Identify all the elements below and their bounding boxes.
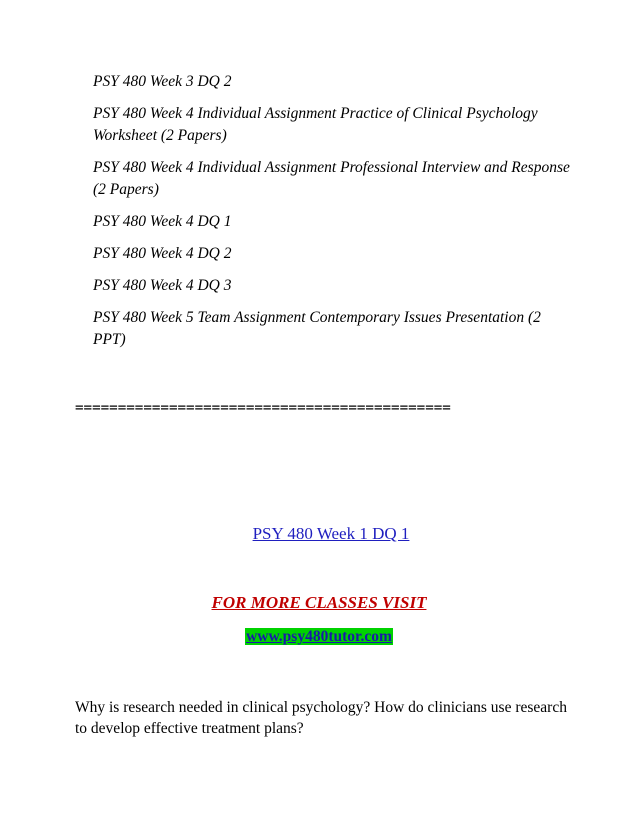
website-link-container bbox=[0, 628, 638, 646]
list-item: PSY 480 Week 5 Team Assignment Contemporary Issues Presentation (2 PPT) bbox=[93, 309, 541, 348]
separator-line: ============================================ bbox=[75, 400, 451, 416]
list-item: PSY 480 Week 4 Individual Assignment Professional Interview and Response (2 Papers) bbox=[93, 159, 570, 198]
question-text: Why is research needed in clinical psychology? How do clinicians use research to develop effective treatment plans? bbox=[75, 699, 567, 737]
list-item: PSY 480 Week 4 DQ 1 bbox=[93, 213, 232, 230]
course-item-list bbox=[93, 71, 573, 361]
promo-banner bbox=[0, 593, 638, 613]
website-link[interactable]: www.psy480tutor.com bbox=[246, 628, 392, 645]
list-item: PSY 480 Week 4 Individual Assignment Practice of Clinical Psychology Worksheet (2 Papers) bbox=[93, 105, 538, 144]
section-heading-link[interactable]: PSY 480 Week 1 DQ 1 bbox=[252, 524, 410, 543]
list-item: PSY 480 Week 3 DQ 2 bbox=[93, 73, 232, 90]
list-item: PSY 480 Week 4 DQ 2 bbox=[93, 245, 232, 262]
promo-text: FOR MORE CLASSES VISIT bbox=[211, 593, 427, 612]
list-item: PSY 480 Week 4 DQ 3 bbox=[93, 277, 232, 294]
